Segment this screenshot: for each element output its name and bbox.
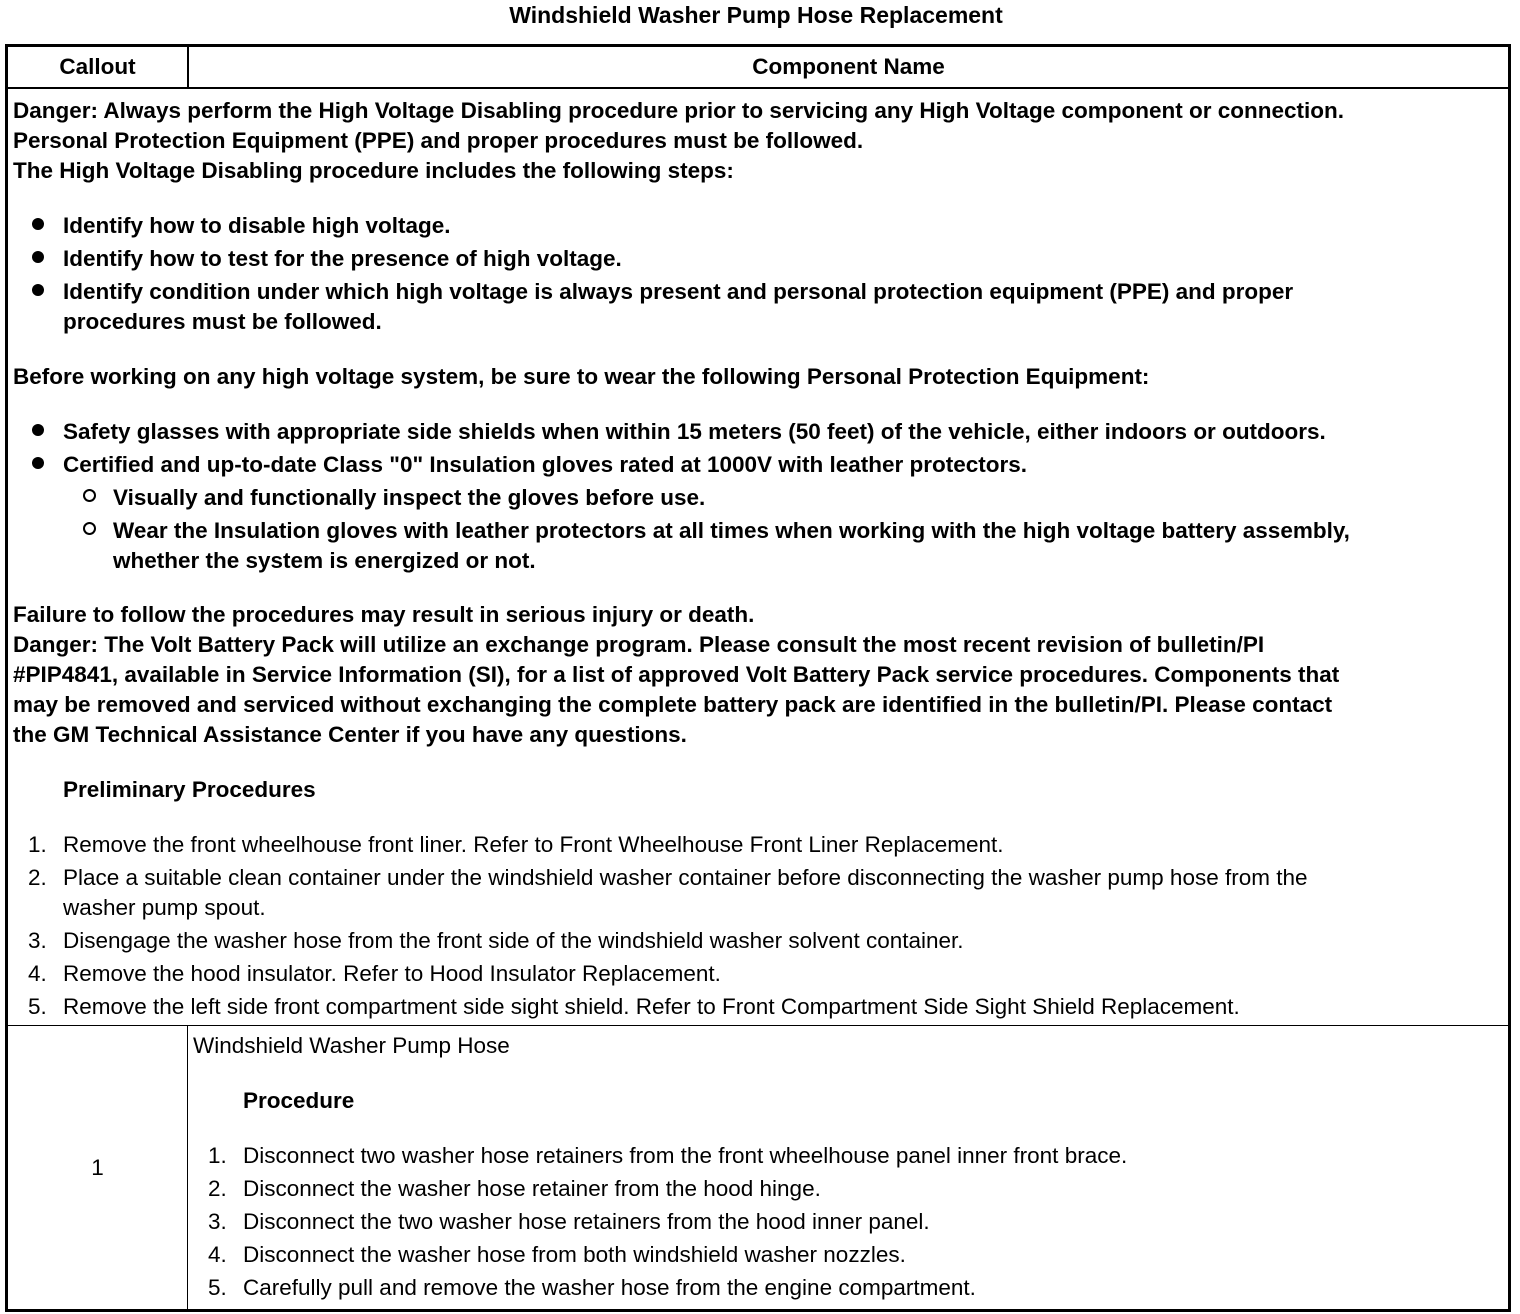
step-number: 4. (28, 961, 47, 986)
step-text: Disconnect two washer hose retainers from the front wheelhouse panel inner front brace. (243, 1143, 1128, 1168)
preliminary-cell (8, 89, 1508, 1025)
callout-number: 1 (91, 1154, 104, 1180)
section-heading: Preliminary Procedures (63, 777, 316, 802)
list-subitem: Wear the Insulation gloves with leather protectors at all times when working with the high voltage battery assembly, (113, 518, 1350, 543)
list-subitem-continuation: whether the system is energized or not. (113, 548, 536, 573)
step-number: 3. (28, 928, 47, 953)
list-item: Certified and up-to-date Class "0" Insulation gloves rated at 1000V with leather protectors. (63, 452, 1028, 477)
list-item: Identify how to test for the presence of high voltage. (63, 246, 622, 271)
step-text: Remove the hood insulator. Refer to Hood Insulator Replacement. (63, 961, 721, 986)
bullet-icon (32, 218, 44, 230)
list-item-continuation: procedures must be followed. (63, 309, 382, 334)
step-number: 1. (208, 1143, 227, 1168)
document-title: Windshield Washer Pump Hose Replacement (509, 2, 1003, 28)
step-text: Disconnect the two washer hose retainers from the hood inner panel. (243, 1209, 930, 1234)
list-item: Identify condition under which high voltage is always present and personal protection equipment (PPE) and proper (63, 279, 1294, 304)
danger-line: Danger: Always perform the High Voltage Disabling procedure prior to servicing any High Voltage component or connection. (13, 98, 1345, 123)
step-number: 1. (28, 832, 47, 857)
closing-line: may be removed and serviced without exchanging the complete battery pack are identified in the bulletin/PI. Please contact (13, 692, 1333, 717)
step-text: Disconnect the washer hose retainer from the hood hinge. (243, 1176, 821, 1201)
component-cell (188, 1026, 1508, 1309)
danger-line: Personal Protection Equipment (PPE) and proper procedures must be followed. (13, 128, 864, 153)
circle-bullet-icon (83, 522, 96, 535)
component-name: Windshield Washer Pump Hose (193, 1033, 510, 1058)
step-text-continuation: washer pump spout. (63, 895, 266, 920)
step-number: 2. (28, 865, 47, 890)
bullet-icon (32, 457, 44, 469)
closing-line: Danger: The Volt Battery Pack will utilize an exchange program. Please consult the most recent revision of bulletin/PI (13, 632, 1265, 657)
list-item: Safety glasses with appropriate side shields when within 15 meters (50 feet) of the vehicle, either indoors or outdoors. (63, 419, 1326, 444)
step-number: 4. (208, 1242, 227, 1267)
header-component-name: Component Name (752, 54, 945, 79)
step-number: 3. (208, 1209, 227, 1234)
table-header-row (8, 47, 1508, 89)
ppe-intro: Before working on any high voltage system, be sure to wear the following Personal Protection Equipment: (13, 364, 1150, 389)
step-number: 2. (208, 1176, 227, 1201)
bullet-icon (32, 424, 44, 436)
step-number: 5. (28, 994, 47, 1019)
list-item: Identify how to disable high voltage. (63, 213, 451, 238)
danger-line: The High Voltage Disabling procedure includes the following steps: (13, 158, 734, 183)
bullet-icon (32, 251, 44, 263)
procedure-heading: Procedure (243, 1088, 355, 1113)
header-callout: Callout (59, 54, 136, 79)
step-text: Disengage the washer hose from the front side of the windshield washer solvent container. (63, 928, 964, 953)
step-number: 5. (208, 1275, 227, 1300)
bullet-icon (32, 284, 44, 296)
list-subitem: Visually and functionally inspect the gloves before use. (113, 485, 706, 510)
closing-line: #PIP4841, available in Service Information (SI), for a list of approved Volt Battery Pack service procedures. Components that (13, 662, 1340, 687)
step-text: Carefully pull and remove the washer hose from the engine compartment. (243, 1275, 976, 1300)
procedure-table (5, 44, 1511, 1312)
step-text: Disconnect the washer hose from both windshield washer nozzles. (243, 1242, 906, 1267)
step-text: Remove the left side front compartment side sight shield. Refer to Front Compartment Side Sight Shield Replacement. (63, 994, 1240, 1019)
circle-bullet-icon (83, 489, 96, 502)
step-text: Remove the front wheelhouse front liner. Refer to Front Wheelhouse Front Liner Replacement. (63, 832, 1004, 857)
closing-line: the GM Technical Assistance Center if you have any questions. (13, 722, 687, 747)
closing-line: Failure to follow the procedures may result in serious injury or death. (13, 602, 755, 627)
step-text: Place a suitable clean container under the windshield washer container before disconnecting the washer pump hose from the (63, 865, 1308, 890)
